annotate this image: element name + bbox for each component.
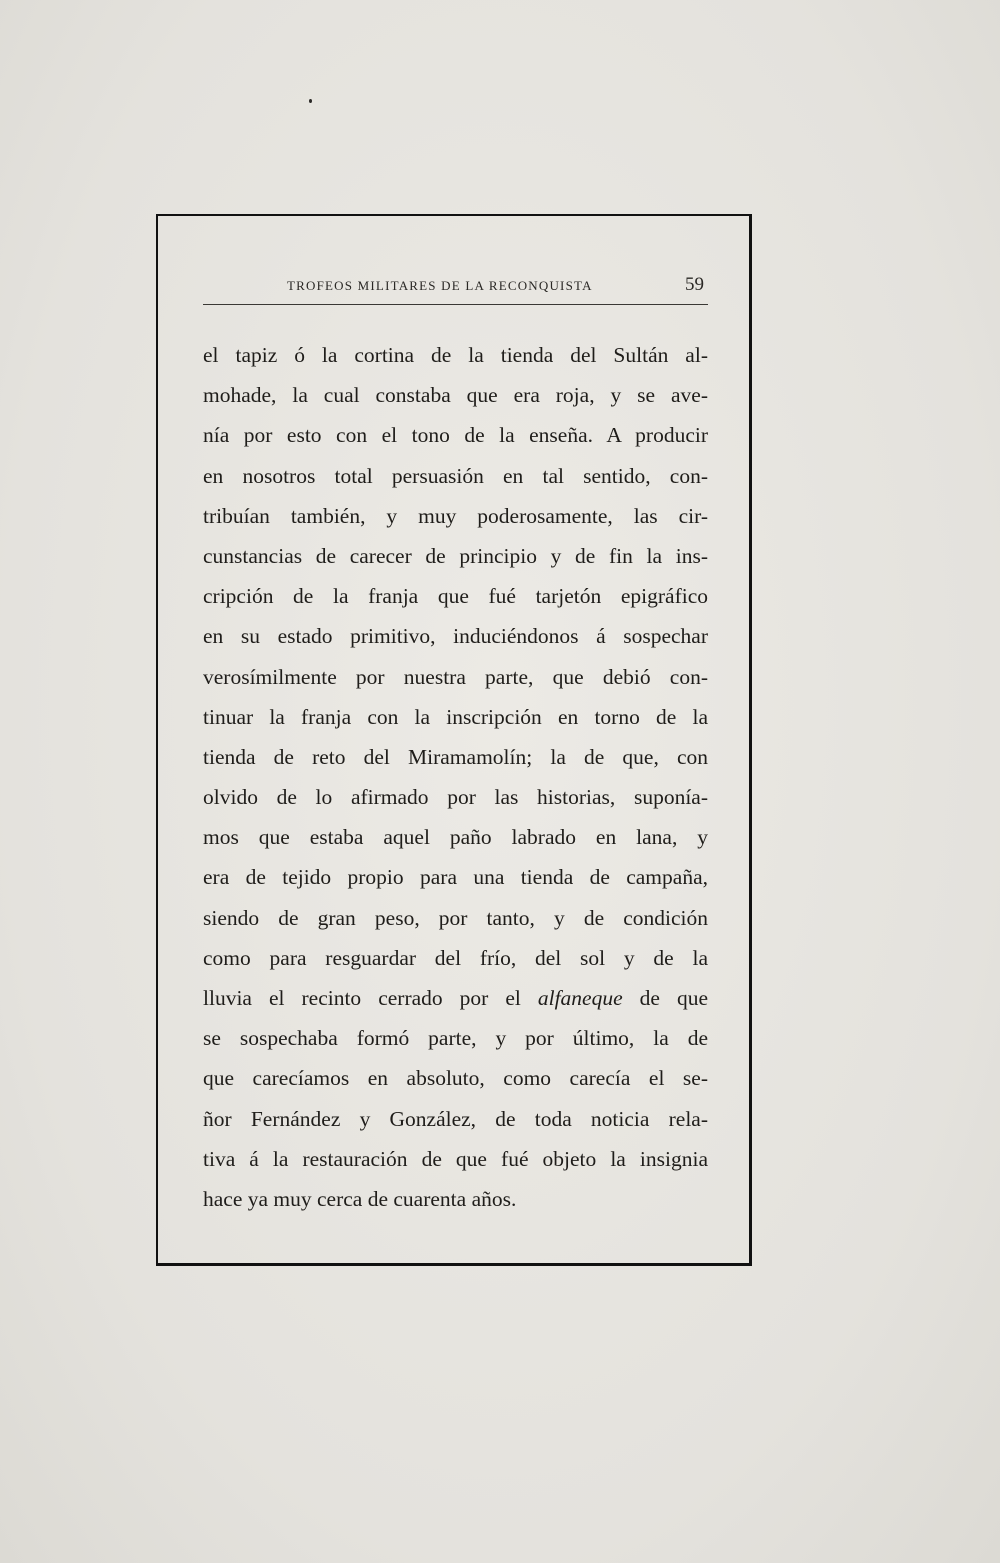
text-line: mohade, la cual constaba que era roja, y se ave- [203,383,708,408]
text-line-alfaneque [203,978,708,1018]
text-line: ñor Fernández y González, de toda noticia rela- [203,1106,708,1131]
text-segment: de que [639,986,709,1010]
text-line: el tapiz ó la cortina de la tienda del Sultán al- [203,343,708,367]
text-line: cunstancias de carecer de principio y de fin la ins- [203,543,708,568]
text-line: hace ya muy cerca de cuarenta años. [203,1186,517,1211]
text-line: era de tejido propio para una tienda de campaña, [203,865,708,890]
text-line: se sospechaba formó parte, y por último, la de [203,1026,708,1051]
text-line: que carecíamos en absoluto, como carecía el se- [203,1066,708,1091]
body-text [203,335,708,1219]
text-line: cripción de la franja que fué tarjetón epigráfico [203,584,708,609]
text-line: en su estado primitivo, induciéndonos á sospechar [203,624,708,649]
running-head [203,270,708,305]
text-line: tiva á la restauración de que fué objeto la insignia [203,1146,708,1171]
italic-term: alfaneque [537,986,623,1010]
text-line: en nosotros total persuasión en tal sentido, con- [203,463,708,488]
ink-speck [309,99,312,103]
text-line: verosímilmente por nuestra parte, que debió con- [203,664,708,689]
text-line: nía por esto con el tono de la enseña. A producir [203,423,708,448]
text-line: mos que estaba aquel paño labrado en lana, y [203,825,708,850]
running-title: TROFEOS MILITARES DE LA RECONQUISTA [287,278,593,293]
text-line: como para resguardar del frío, del sol y de la [203,945,708,970]
text-line: tribuían también, y muy poderosamente, las cir- [203,503,708,528]
page-number: 59 [685,274,704,295]
text-line: siendo de gran peso, por tanto, y de condición [203,905,708,930]
text-line: tienda de reto del Miramamolín; la de que, con [203,744,708,769]
text-line: tinuar la franja con la inscripción en torno de la [203,704,708,729]
text-segment: lluvia el recinto cerrado por el [203,986,521,1010]
text-line: olvido de lo afirmado por las historias, suponía- [203,785,708,810]
